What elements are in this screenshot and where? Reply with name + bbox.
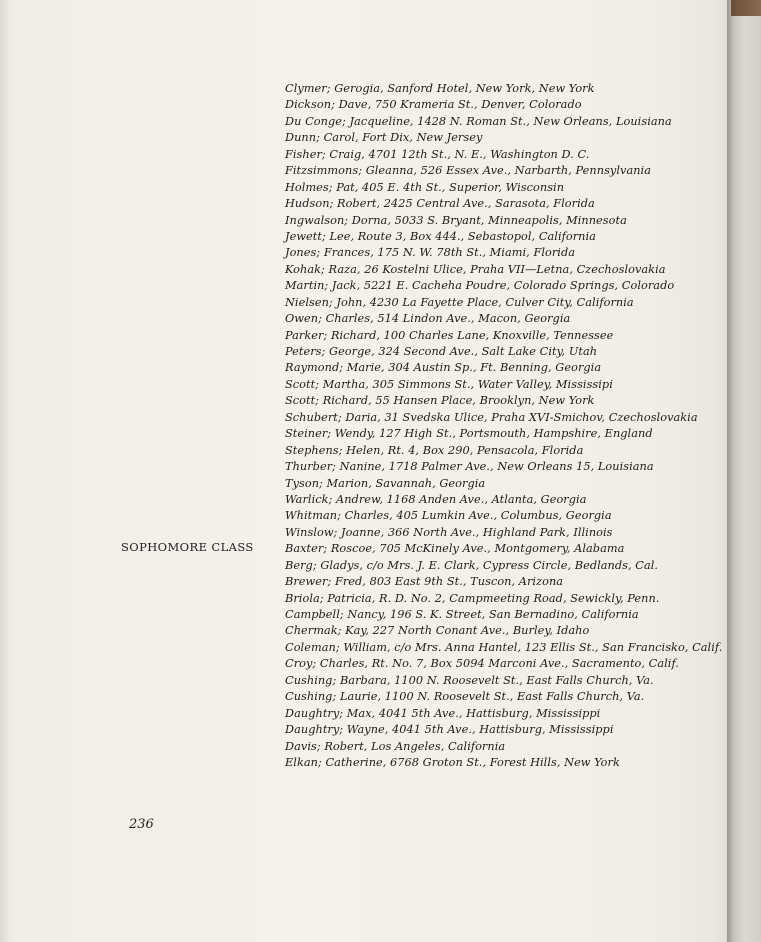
book-cover-corner [731,0,761,16]
list-item: Warlick; Andrew, 1168 Anden Ave., Atlanta, Georgia [285,492,587,506]
list-item: Brewer; Fred, 803 East 9th St., Tuscon, Arizona [285,575,564,589]
list-item: Scott; Richard, 55 Hansen Place, Brooklyn, New York [285,394,595,408]
list-item: Schubert; Daria, 31 Svedska Ulice, Praha XVI-Smichov, Czechoslovakia [285,410,698,424]
list-item: Elkan; Catherine, 6768 Groton St., Forest Hills, New York [285,755,620,769]
section-heading: SOPHOMORE CLASS [121,540,254,554]
list-item: Thurber; Nanine, 1718 Palmer Ave., New Orleans 15, Louisiana [285,460,654,474]
list-item: Jones; Frances, 175 N. W. 78th St., Miami, Florida [285,246,576,260]
list-item: Cushing; Barbara, 1100 N. Roosevelt St., East Falls Church, Va. [285,673,654,687]
list-item: Dunn; Carol, Fort Dix, New Jersey [285,131,483,145]
list-item: Parker; Richard, 100 Charles Lane, Knoxville, Tennessee [285,328,614,342]
list-item: Hudson; Robert, 2425 Central Ave., Sarasota, Florida [285,197,595,211]
book-spine-shadow [727,0,761,942]
list-item: Briola; Patricia, R. D. No. 2, Campmeeting Road, Sewickly, Penn. [285,591,660,605]
list-item: Fitzsimmons; Gleanna, 526 Essex Ave., Narbarth, Pennsylvania [285,164,652,178]
address-list [285,81,722,771]
list-item: Stephens; Helen, Rt. 4, Box 290, Pensacola, Florida [285,443,584,457]
list-item: Chermak; Kay, 227 North Conant Ave., Burley, Idaho [285,624,590,638]
page-left-edge [0,0,10,942]
list-item: Raymond; Marie, 304 Austin Sp., Ft. Benning, Georgia [285,361,602,375]
list-item: Du Conge; Jacqueline, 1428 N. Roman St., New Orleans, Louisiana [285,114,672,128]
list-item: Scott; Martha, 305 Simmons St., Water Valley, Mississipi [285,377,613,391]
list-item: Tyson; Marion, Savannah, Georgia [285,476,486,490]
list-item: Fisher; Craig, 4701 12th St., N. E., Washington D. C. [285,147,590,161]
list-item: Whitman; Charles, 405 Lumkin Ave., Columbus, Georgia [285,509,612,523]
list-item: Coleman; William, c/o Mrs. Anna Hantel, 123 Ellis St., San Francisko, Calif. [285,640,723,654]
list-item: Ingwalson; Dorna, 5033 S. Bryant, Minneapolis, Minnesota [285,213,627,227]
list-item: Martin; Jack, 5221 E. Cacheha Poudre, Colorado Springs, Colorado [285,279,675,293]
list-item: Dickson; Dave, 750 Krameria St., Denver, Colorado [285,98,582,112]
list-item: Holmes; Pat, 405 E. 4th St., Superior, Wisconsin [285,180,565,194]
list-item: Daughtry; Max, 4041 5th Ave., Hattisburg, Mississippi [285,706,601,720]
list-item: Clymer; Gerogia, Sanford Hotel, New York, New York [285,82,595,95]
list-item: Berg; Gladys, c/o Mrs. J. E. Clark, Cypress Circle, Bedlands, Cal. [285,558,659,572]
page-number: 236 [129,817,154,832]
list-item: Kohak; Raza, 26 Kostelni Ulice, Praha VII—Letna, Czechoslovakia [285,262,666,276]
list-item: Winslow; Joanne, 366 North Ave., Highland Park, Illinois [285,525,613,539]
list-item: Peters; George, 324 Second Ave., Salt Lake City, Utah [285,345,598,358]
list-item: Owen; Charles, 514 Lindon Ave., Macon, Georgia [285,312,571,326]
list-item: Croy; Charles, Rt. No. 7, Box 5094 Marconi Ave., Sacramento, Calif. [285,657,679,671]
list-item: Baxter; Roscoe, 705 McKinely Ave., Montgomery, Alabama [285,542,625,556]
list-item: Campbell; Nancy, 196 S. K. Street, San Bernadino, California [285,608,639,621]
list-item: Steiner; Wendy, 127 High St., Portsmouth, Hampshire, England [285,427,653,441]
list-item: Jewett; Lee, Route 3, Box 444., Sebastopol, California [285,229,596,243]
list-item: Cushing; Laurie, 1100 N. Roosevelt St., East Falls Church, Va. [285,690,645,704]
list-item: Daughtry; Wayne, 4041 5th Ave., Hattisburg, Mississippi [285,723,614,737]
list-item: Davis; Robert, Los Angeles, California [285,739,506,753]
list-item: Nielsen; John, 4230 La Fayette Place, Culver City, California [285,295,634,309]
